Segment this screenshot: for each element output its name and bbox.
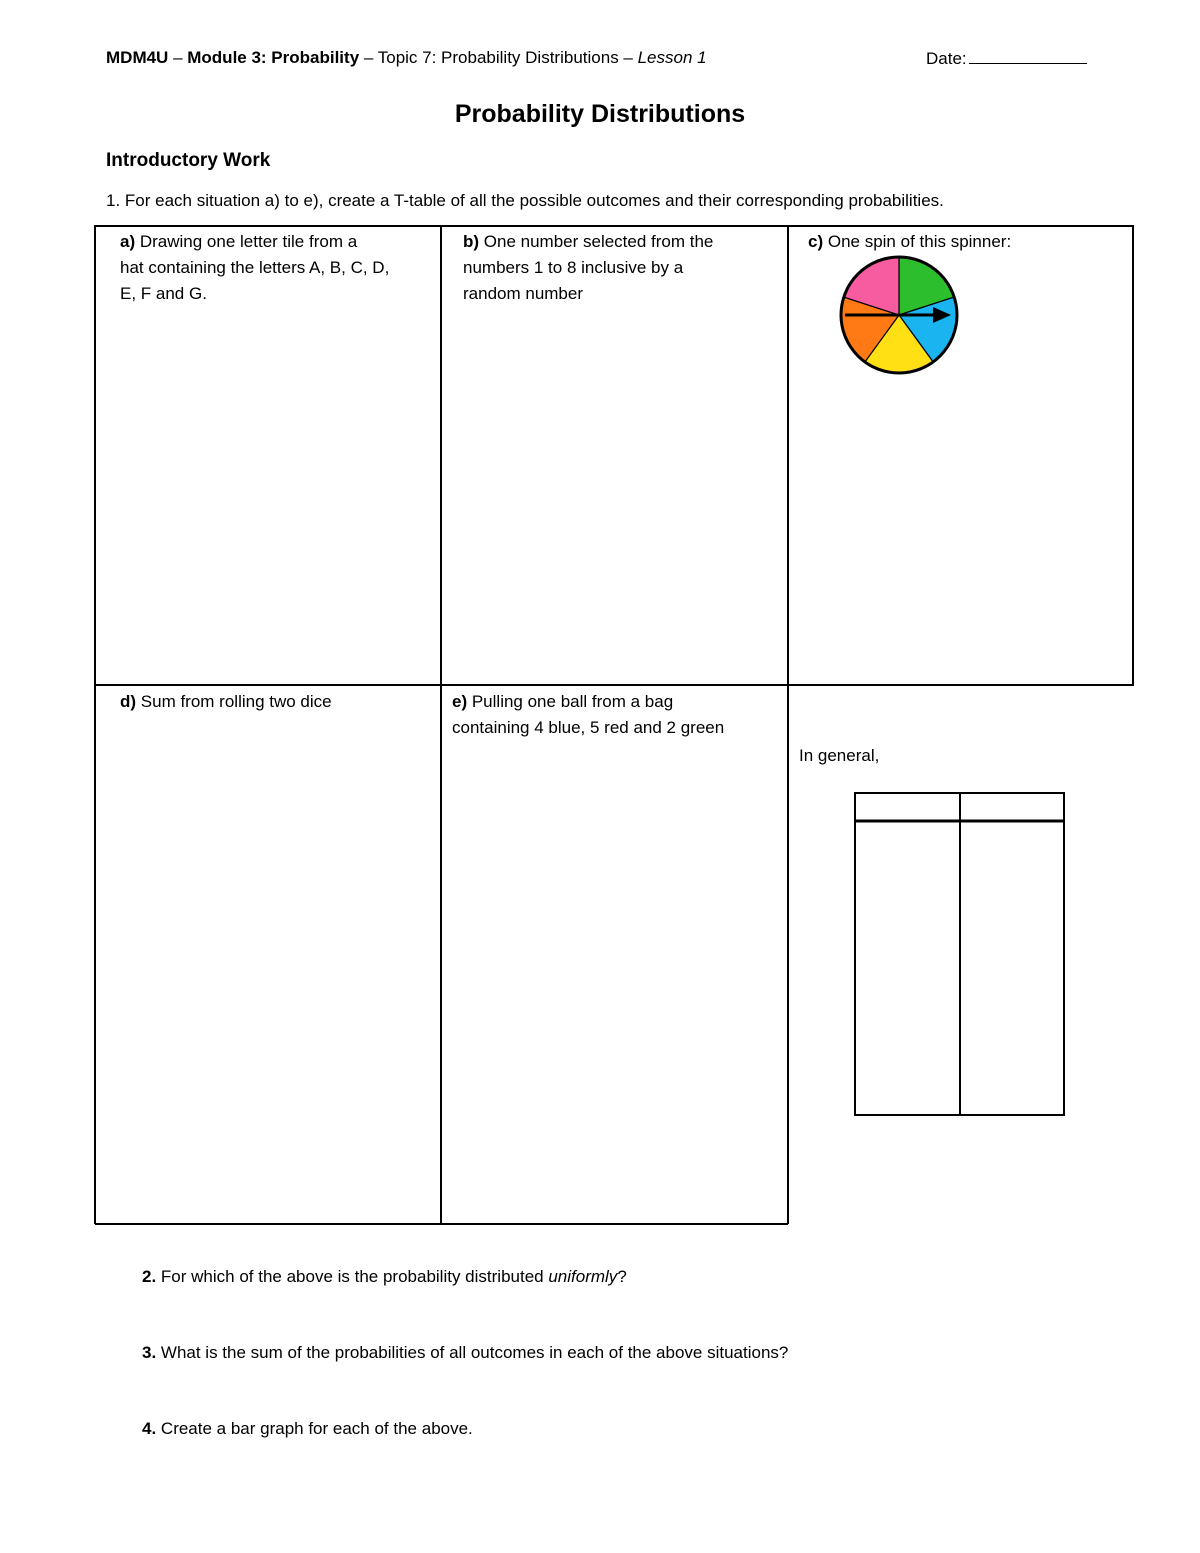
cell-c-text: One spin of this spinner: [823, 232, 1012, 251]
t-table [855, 793, 1064, 1115]
cell-d-text: Sum from rolling two dice [136, 692, 332, 711]
cell-b [463, 229, 713, 307]
module-name: Module 3: Probability [187, 48, 360, 67]
cell-e-line-1: Pulling one ball from a bag [467, 692, 674, 711]
question-number: 2. [142, 1267, 157, 1286]
question-end: ? [617, 1267, 627, 1286]
question-number: 3. [142, 1343, 157, 1362]
cell-b-line-1: One number selected from the [479, 232, 714, 251]
cell-b-line-3: random number [463, 284, 584, 303]
spinner [836, 252, 962, 378]
cell-c-label: c) [808, 232, 824, 251]
question-emphasis: uniformly [548, 1267, 618, 1286]
cell-d [120, 689, 332, 715]
question-text: Create a bar graph for each of the above. [156, 1419, 473, 1438]
date-label: Date: [926, 49, 967, 68]
cell-e-line-2: containing 4 blue, 5 red and 2 green [452, 718, 725, 737]
cell-a-label: a) [120, 232, 136, 251]
cell-b-line-2: numbers 1 to 8 inclusive by a [463, 258, 684, 277]
cell-d-label: d) [120, 692, 137, 711]
in-general-label: In general, [799, 746, 880, 765]
topic-name: – Topic 7: Probability Distributions – [359, 48, 638, 67]
section-heading: Introductory Work [106, 150, 271, 171]
question-3 [142, 1343, 788, 1363]
cell-e-label: e) [452, 692, 468, 711]
lesson-name: Lesson 1 [637, 48, 707, 67]
header-separator: – [168, 48, 188, 67]
question-text: What is the sum of the probabilities of all outcomes in each of the above situations? [156, 1343, 789, 1362]
question-2 [142, 1267, 627, 1287]
cell-e [452, 689, 724, 741]
question-4 [142, 1419, 473, 1439]
question-number: 1. [106, 191, 121, 210]
cell-b-label: b) [463, 232, 480, 251]
page-title: Probability Distributions [454, 100, 746, 128]
course-code: MDM4U [106, 48, 169, 67]
cell-a [120, 229, 389, 307]
question-text: For each situation a) to e), create a T-table of all the possible outcomes and their corresponding probabilities. [120, 191, 944, 210]
question-text: For which of the above is the probability distributed [156, 1267, 549, 1286]
question-number: 4. [142, 1419, 157, 1438]
cell-a-line-2: hat containing the letters A, B, C, D, [120, 258, 390, 277]
cell-a-line-3: E, F and G. [120, 284, 207, 303]
cell-a-line-1: Drawing one letter tile from a [135, 232, 358, 251]
